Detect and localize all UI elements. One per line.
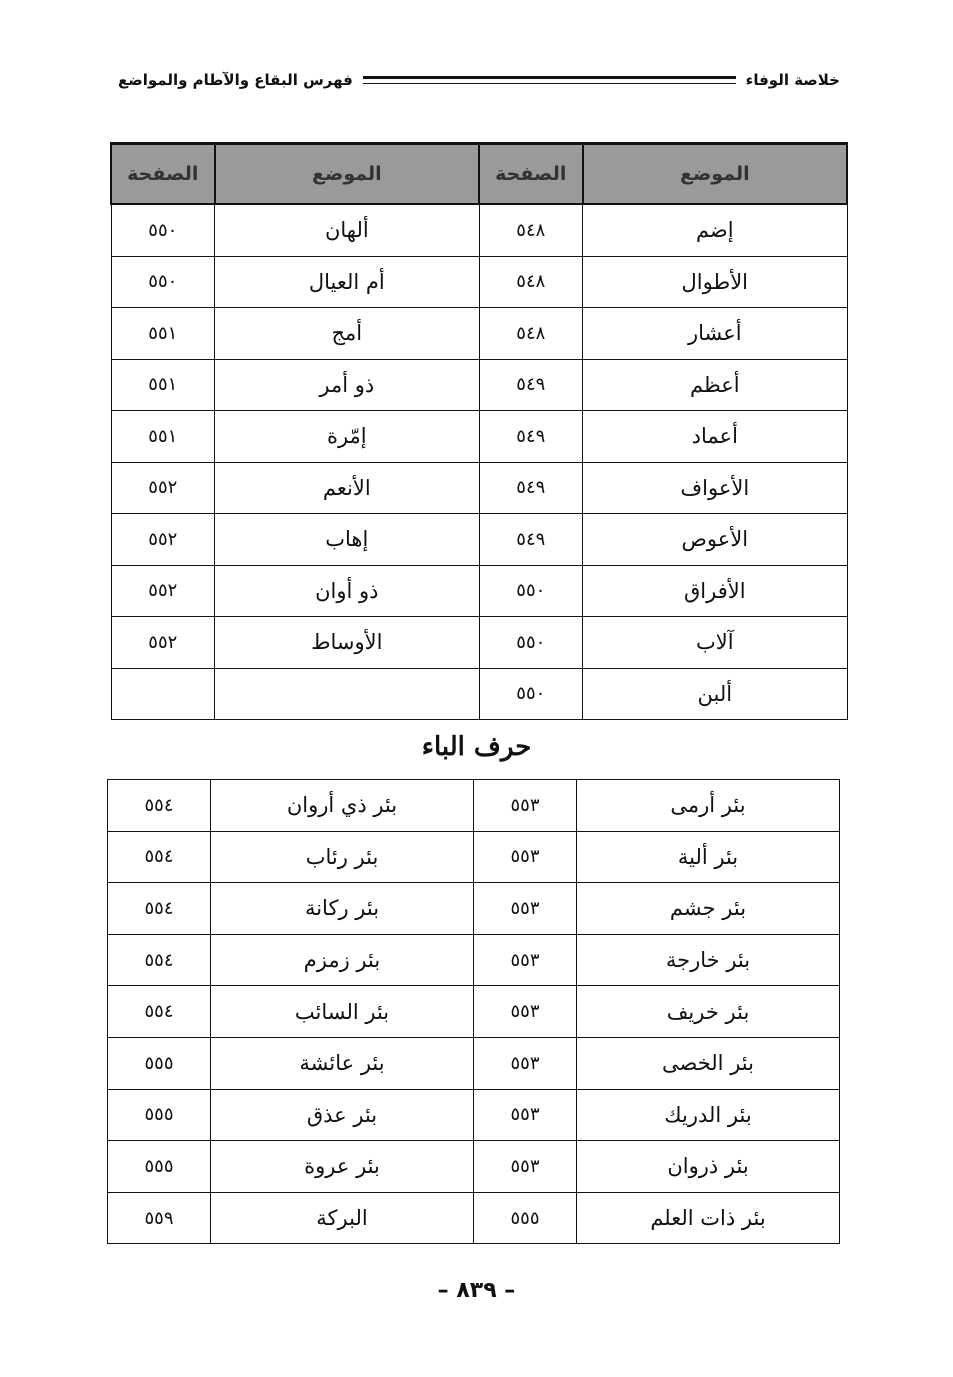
page-number-cell: ٥٥٢ (111, 565, 215, 617)
page-number-cell: ٥٥٢ (111, 462, 215, 514)
table-row (108, 883, 840, 935)
place-name-cell: بئر عائشة (211, 1037, 474, 1089)
place-name-cell: ذو أوان (215, 565, 479, 617)
place-name-cell: بئر الدريك (577, 1089, 840, 1141)
place-name-cell: أعشار (583, 308, 847, 360)
page-number-cell: ٥٤٩ (479, 411, 583, 463)
place-name-cell: بئر أرمى (577, 780, 840, 832)
page-number-cell: ٥٤٨ (479, 256, 583, 308)
page-number-cell: ٥٥٠ (479, 668, 583, 720)
page-number-cell: ٥٥٥ (474, 1192, 577, 1244)
table-header-row (111, 144, 847, 205)
table-row (111, 565, 847, 617)
place-name-cell: ذو أمر (215, 359, 479, 411)
place-name-cell: الأفراق (583, 565, 847, 617)
table-row (108, 1089, 840, 1141)
place-name-cell: البركة (211, 1192, 474, 1244)
place-name-cell: بئر ذات العلم (577, 1192, 840, 1244)
place-name-cell: بئر ألية (577, 831, 840, 883)
places-table-2 (107, 779, 840, 1244)
place-name-cell: بئر عذق (211, 1089, 474, 1141)
page-number-cell: ٥٥٢ (111, 617, 215, 669)
running-header (118, 62, 840, 98)
page-number-cell: ٥٥٥ (108, 1089, 211, 1141)
place-name-cell: الأوساط (215, 617, 479, 669)
page-number-cell: ٥٥٤ (108, 934, 211, 986)
place-name-cell: ألهان (215, 204, 479, 256)
page-number-cell: ٥٤٩ (479, 514, 583, 566)
place-name-cell: بئر رئاب (211, 831, 474, 883)
column-header: الموضع (215, 144, 479, 205)
table-row (111, 617, 847, 669)
page-number-cell: ٥٥٣ (474, 1037, 577, 1089)
table-row (111, 204, 847, 256)
page-number-cell: ٥٥٠ (479, 617, 583, 669)
page-number-cell: ٥٥٣ (474, 883, 577, 935)
place-name-cell: بئر خارجة (577, 934, 840, 986)
table-row (108, 831, 840, 883)
page-number-cell: ٥٤٨ (479, 308, 583, 360)
place-name-cell: أعماد (583, 411, 847, 463)
page-number-cell (111, 668, 215, 720)
page-number-cell: ٥٥١ (111, 359, 215, 411)
column-header: الموضع (583, 144, 847, 205)
place-name-cell: الأطوال (583, 256, 847, 308)
page-number: – ٨٣٩ – (437, 1278, 516, 1303)
table-row (111, 668, 847, 720)
table-row (108, 1192, 840, 1244)
section-running-title: فهرس البقاع والآطام والمواضع (118, 71, 353, 89)
page-number-cell: ٥٤٩ (479, 359, 583, 411)
page-number-cell: ٥٥٠ (111, 204, 215, 256)
page-number-cell: ٥٥٠ (111, 256, 215, 308)
page-number-cell: ٥٥١ (111, 308, 215, 360)
table-row (108, 1037, 840, 1089)
table-row (111, 359, 847, 411)
table-row (108, 780, 840, 832)
page-number-cell: ٥٥٤ (108, 831, 211, 883)
page-number-cell: ٥٥٣ (474, 986, 577, 1038)
table-row (108, 986, 840, 1038)
book-title: خلاصة الوفاء (745, 71, 840, 89)
page-number-cell: ٥٥٥ (108, 1037, 211, 1089)
table-row (111, 308, 847, 360)
place-name-cell: بئر خريف (577, 986, 840, 1038)
place-name-cell: الأنعم (215, 462, 479, 514)
place-name-cell: بئر جشم (577, 883, 840, 935)
table-row (111, 411, 847, 463)
page-number-cell: ٥٥٣ (474, 780, 577, 832)
place-name-cell: بئر ركانة (211, 883, 474, 935)
page-number-cell: ٥٥٣ (474, 934, 577, 986)
page-number-cell: ٥٥٥ (108, 1141, 211, 1193)
place-name-cell: إمّرة (215, 411, 479, 463)
page-number-cell: ٥٥٤ (108, 986, 211, 1038)
place-name-cell: أم العيال (215, 256, 479, 308)
place-name-cell: أمج (215, 308, 479, 360)
places-table-1 (110, 142, 848, 720)
page-number-cell: ٥٥٣ (474, 831, 577, 883)
place-name-cell: بئر الخصى (577, 1037, 840, 1089)
place-name-cell: بئر ذي أروان (211, 780, 474, 832)
place-name-cell: ألبن (583, 668, 847, 720)
header-rule (363, 76, 736, 84)
table-row (108, 934, 840, 986)
page-number-cell: ٥٥٣ (474, 1089, 577, 1141)
place-name-cell: الأعواف (583, 462, 847, 514)
place-name-cell: إضم (583, 204, 847, 256)
table-row (111, 256, 847, 308)
page-number-cell: ٥٥٤ (108, 883, 211, 935)
page-number-cell: ٥٥١ (111, 411, 215, 463)
page-number-cell: ٥٥٩ (108, 1192, 211, 1244)
place-name-cell: بئر ذروان (577, 1141, 840, 1193)
place-name-cell: الأعوص (583, 514, 847, 566)
place-name-cell: آلاب (583, 617, 847, 669)
place-name-cell: بئر السائب (211, 986, 474, 1038)
table-row (111, 514, 847, 566)
place-name-cell: أعظم (583, 359, 847, 411)
column-header: الصفحة (479, 144, 583, 205)
table-row (108, 1141, 840, 1193)
page-number-cell: ٥٥٠ (479, 565, 583, 617)
place-name-cell (215, 668, 479, 720)
page-number-cell: ٥٤٩ (479, 462, 583, 514)
page-number-cell: ٥٥٢ (111, 514, 215, 566)
place-name-cell: بئر عروة (211, 1141, 474, 1193)
page-number-cell: ٥٥٤ (108, 780, 211, 832)
place-name-cell: بئر زمزم (211, 934, 474, 986)
page-number-cell: ٥٥٣ (474, 1141, 577, 1193)
column-header: الصفحة (111, 144, 215, 205)
place-name-cell: إهاب (215, 514, 479, 566)
page-number-cell: ٥٤٨ (479, 204, 583, 256)
section-title: حرف الباء (421, 732, 532, 762)
table-row (111, 462, 847, 514)
